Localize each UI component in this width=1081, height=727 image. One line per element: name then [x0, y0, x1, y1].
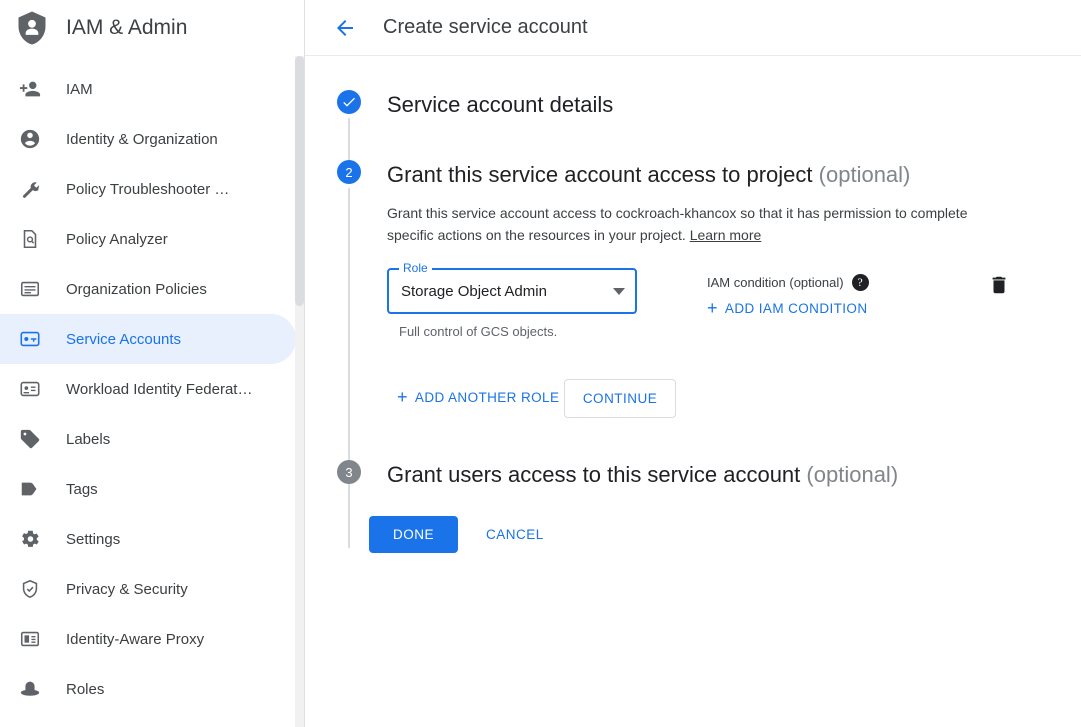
sidebar-scrollbar-thumb[interactable]: [295, 56, 304, 306]
continue-button[interactable]: CONTINUE: [564, 379, 677, 418]
wrench-icon: [18, 177, 42, 201]
step-grant-access-to-project: [337, 160, 1081, 418]
sidebar-scrollbar[interactable]: [295, 56, 304, 727]
sidebar-item-policy-troubleshooter[interactable]: [0, 164, 296, 214]
tag-icon: [18, 427, 42, 451]
sidebar: [0, 0, 305, 727]
step-grant-users-access: [337, 460, 1081, 490]
sidebar-nav: [0, 56, 304, 714]
sidebar-item-label: Tags: [66, 480, 98, 498]
main-header: [305, 0, 1081, 56]
step3-title-text: Grant users access to this service account: [387, 462, 801, 487]
sidebar-item-policy-analyzer[interactable]: [0, 214, 296, 264]
plus-icon: +: [397, 387, 408, 407]
role-row: [387, 261, 1081, 339]
person-add-icon: [18, 77, 42, 101]
sidebar-item-label: IAM: [66, 80, 93, 98]
sidebar-item-organization-policies[interactable]: [0, 264, 296, 314]
step2-gutter: [337, 160, 387, 418]
sidebar-item-identity-aware-proxy[interactable]: [0, 614, 296, 664]
step3-optional-text: (optional): [806, 462, 899, 487]
step1-gutter: [337, 90, 387, 160]
sidebar-item-label: Identity-Aware Proxy: [66, 630, 205, 648]
list-icon: [18, 277, 42, 301]
role-field: [387, 261, 637, 339]
cancel-button[interactable]: CANCEL: [470, 516, 560, 553]
sidebar-item-tags[interactable]: [0, 464, 296, 514]
help-icon[interactable]: ?: [852, 274, 869, 291]
plus-icon: +: [707, 298, 718, 318]
sidebar-item-label: Roles: [66, 680, 105, 698]
step1-connector: [348, 118, 350, 160]
proxy-icon: [18, 627, 42, 651]
sidebar-item-label: Service Accounts: [66, 330, 182, 348]
sidebar-header: [0, 0, 304, 56]
role-select[interactable]: [387, 261, 637, 314]
footer-actions: [369, 516, 1081, 553]
step2-description-text: Grant this service account access to cockroach-khancox so that it has permission to complete specific actions on the resources in your project.: [387, 205, 968, 243]
step2-badge: 2: [337, 160, 361, 184]
role-field-label: Role: [399, 261, 432, 275]
hat-icon: [18, 677, 42, 701]
sidebar-item-iam[interactable]: [0, 64, 296, 114]
sidebar-item-label: Privacy & Security: [66, 580, 188, 598]
step2-title: [387, 160, 1081, 190]
sidebar-item-identity-organization[interactable]: [0, 114, 296, 164]
sidebar-item-label: Organization Policies: [66, 280, 207, 298]
gear-icon: [18, 527, 42, 551]
wizard-content: [305, 56, 1081, 553]
sidebar-item-service-accounts[interactable]: [0, 314, 296, 364]
sidebar-item-roles[interactable]: [0, 664, 296, 714]
account-circle-icon: [18, 127, 42, 151]
learn-more-link[interactable]: Learn more: [689, 227, 762, 243]
step3-gutter: [337, 460, 387, 490]
step-service-account-details: [337, 90, 1081, 160]
step2-description: [387, 202, 987, 246]
id-card-icon: [18, 377, 42, 401]
add-another-role-label: ADD ANOTHER ROLE: [414, 389, 560, 405]
document-search-icon: [18, 227, 42, 251]
chevron-down-icon[interactable]: [613, 288, 625, 295]
sidebar-item-privacy-security[interactable]: [0, 564, 296, 614]
step2-title-text: Grant this service account access to project: [387, 162, 813, 187]
sidebar-item-settings[interactable]: [0, 514, 296, 564]
sidebar-item-label: Workload Identity Federat…: [66, 380, 253, 398]
role-selected-value: Storage Object Admin: [401, 282, 547, 300]
done-button[interactable]: DONE: [369, 516, 458, 553]
add-iam-condition-button[interactable]: [707, 299, 867, 317]
main-panel: [305, 0, 1081, 727]
sidebar-item-label: Identity & Organization: [66, 130, 218, 148]
step2-connector: [348, 188, 350, 548]
iam-condition-header: [707, 274, 937, 291]
main-title: Create service account: [383, 16, 588, 38]
add-another-role-button[interactable]: [397, 388, 559, 406]
step3-title[interactable]: [387, 460, 1081, 490]
step1-body: [387, 90, 1081, 160]
arrow-back-icon[interactable]: [333, 16, 357, 40]
sidebar-item-label: Policy Analyzer: [66, 230, 168, 248]
step3-body: [387, 460, 1081, 490]
delete-role-button[interactable]: [987, 268, 1011, 296]
tag-outline-icon: [18, 477, 42, 501]
step3-badge: 3: [337, 460, 361, 484]
shield-person-icon: [14, 10, 50, 46]
trash-icon: [988, 274, 1010, 296]
step2-body: [387, 160, 1081, 418]
sidebar-item-label: Policy Troubleshooter …: [66, 180, 230, 198]
sidebar-item-workload-identity-federation[interactable]: [0, 364, 296, 414]
sidebar-item-label: Labels: [66, 430, 111, 448]
step1-title[interactable]: Service account details: [387, 92, 614, 117]
page-title: IAM & Admin: [66, 16, 188, 39]
step2-optional-text: (optional): [818, 162, 911, 187]
shield-check-icon: [18, 577, 42, 601]
step1-badge-check-icon: [337, 90, 361, 114]
iam-condition-group: [707, 268, 937, 319]
iam-condition-label: IAM condition (optional): [707, 275, 844, 290]
sidebar-item-labels[interactable]: [0, 414, 296, 464]
add-iam-condition-label: ADD IAM CONDITION: [724, 300, 868, 316]
sidebar-item-label: Settings: [66, 530, 121, 548]
badge-key-icon: [18, 327, 42, 351]
role-helper-text: Full control of GCS objects.: [399, 324, 558, 339]
